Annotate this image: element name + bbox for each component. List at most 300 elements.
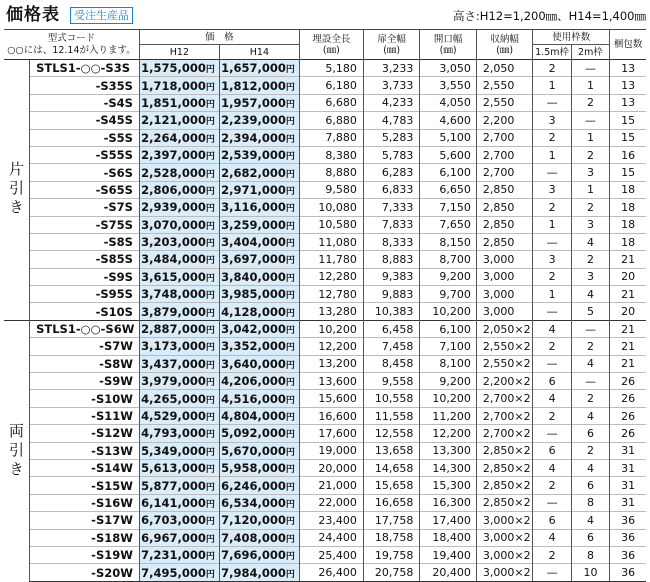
storage-cell: 2,850 [476, 233, 533, 250]
yen-suffix: 円 [205, 256, 215, 267]
yen-suffix: 円 [285, 517, 295, 528]
yen-suffix: 円 [205, 186, 215, 197]
packages-cell: 18 [610, 181, 646, 198]
price-h12-cell [139, 373, 219, 390]
frame-15-cell: 2 [533, 129, 571, 146]
opening-cell: 9,200 [420, 268, 477, 285]
storage-cell: 3,000 [476, 251, 533, 268]
price-h14-cell [219, 286, 299, 303]
price-h14-cell [219, 425, 299, 442]
yen-suffix: 円 [285, 99, 295, 110]
frame-2-cell: 4 [571, 407, 609, 424]
price-value: 6,703,000 [141, 513, 206, 528]
yen-suffix: 円 [285, 256, 295, 267]
price-value: 3,116,000 [221, 200, 286, 215]
price-value: 3,042,000 [221, 322, 286, 337]
length-cell: 9,580 [299, 181, 363, 198]
type-code-cell: -S14W [30, 459, 140, 476]
door-width-cell: 8,333 [363, 233, 420, 250]
frame-2-cell: 4 [571, 512, 609, 529]
price-h12-cell [139, 338, 219, 355]
table-row [4, 251, 646, 268]
type-code-cell: STLS1-○○-S6W [30, 320, 140, 337]
opening-cell: 4,050 [420, 94, 477, 111]
length-cell: 13,200 [299, 355, 363, 372]
price-h12-cell [139, 442, 219, 459]
packages-cell: 20 [610, 268, 646, 285]
yen-suffix: 円 [205, 204, 215, 215]
yen-suffix: 円 [285, 152, 295, 163]
opening-cell: 16,300 [420, 494, 477, 511]
frames-header: 使用枠数 [533, 30, 610, 45]
length-cell: 8,880 [299, 164, 363, 181]
opening-cell: 8,100 [420, 355, 477, 372]
length-cell: 12,200 [299, 338, 363, 355]
price-h12-cell [139, 546, 219, 563]
type-code-cell: -S7W [30, 338, 140, 355]
table-row [4, 338, 646, 355]
packages-cell: 21 [610, 320, 646, 337]
header [4, 4, 646, 26]
frame-2-cell: 2 [571, 442, 609, 459]
frame-15-cell: 4 [533, 459, 571, 476]
price-h14-cell [219, 477, 299, 494]
opening-cell: 12,200 [420, 425, 477, 442]
type-code-cell: -S7S [30, 199, 140, 216]
frame-15-cell: 3 [533, 181, 571, 198]
price-h14-cell [219, 268, 299, 285]
packages-cell: 31 [610, 477, 646, 494]
frame-2-cell: 2 [571, 94, 609, 111]
price-value: 6,141,000 [141, 495, 206, 510]
length-cell: 12,280 [299, 268, 363, 285]
storage-cell: 2,700×2 [476, 425, 533, 442]
storage-cell: 2,850×2 [476, 459, 533, 476]
group-label: 片引き [4, 60, 30, 321]
h12-header: H12 [139, 45, 219, 60]
price-value: 2,394,000 [221, 130, 286, 145]
packages-cell: 13 [610, 60, 646, 77]
price-h14-cell [219, 512, 299, 529]
price-h14-cell [219, 390, 299, 407]
table-row [4, 303, 646, 320]
price-h12-cell [139, 390, 219, 407]
price-h14-cell [219, 77, 299, 94]
price-h12-cell [139, 146, 219, 163]
price-value: 5,877,000 [141, 478, 206, 493]
frame-2-cell: 8 [571, 546, 609, 563]
yen-suffix: 円 [205, 534, 215, 545]
yen-suffix: 円 [205, 552, 215, 563]
frame-15-cell: 4 [533, 529, 571, 546]
type-code-cell: -S19W [30, 546, 140, 563]
door-width-cell: 6,458 [363, 320, 420, 337]
opening-label: 開口幅 [433, 33, 463, 45]
storage-cell: 3,000×2 [476, 512, 533, 529]
price-h12-cell [139, 112, 219, 129]
packages-cell: 13 [610, 94, 646, 111]
type-code-cell: -S15W [30, 477, 140, 494]
price-value: 4,265,000 [141, 391, 206, 406]
price-value: 2,971,000 [221, 182, 286, 197]
frame-2-cell: 6 [571, 529, 609, 546]
price-value: 2,397,000 [141, 148, 206, 163]
price-value: 1,575,000 [141, 61, 206, 76]
price-value: 3,985,000 [221, 287, 286, 302]
frame-2-cell: 3 [571, 216, 609, 233]
frame-2-cell: 3 [571, 268, 609, 285]
packages-cell: 13 [610, 77, 646, 94]
table-row [4, 77, 646, 94]
storage-cell: 2,050×2 [476, 320, 533, 337]
frame-15-cell: 1 [533, 286, 571, 303]
yen-suffix: 円 [285, 308, 295, 319]
price-value: 7,696,000 [221, 548, 286, 563]
opening-cell: 10,200 [420, 303, 477, 320]
yen-suffix: 円 [285, 82, 295, 93]
price-value: 5,958,000 [221, 461, 286, 476]
type-code-cell: -S9W [30, 373, 140, 390]
opening-cell: 11,200 [420, 407, 477, 424]
yen-suffix: 円 [285, 204, 295, 215]
packages-cell: 18 [610, 233, 646, 250]
yen-suffix: 円 [205, 569, 215, 580]
price-h12-cell [139, 355, 219, 372]
type-code-cell: -S6S [30, 164, 140, 181]
frame-2-cell: 1 [571, 181, 609, 198]
length-cell: 26,400 [299, 564, 363, 581]
table-row [4, 268, 646, 285]
yen-suffix: 円 [285, 239, 295, 250]
price-h14-cell [219, 199, 299, 216]
frame-2-cell: 8 [571, 494, 609, 511]
table-row [4, 60, 646, 77]
table-row [4, 199, 646, 216]
opening-cell: 15,300 [420, 477, 477, 494]
packages-cell: 21 [610, 338, 646, 355]
storage-cell: 2,700×2 [476, 390, 533, 407]
length-cell: 15,600 [299, 390, 363, 407]
yen-suffix: 円 [205, 169, 215, 180]
type-code-cell: -S13W [30, 442, 140, 459]
yen-suffix: 円 [205, 273, 215, 284]
frame-15-cell: 2 [533, 199, 571, 216]
type-code-cell: -S18W [30, 529, 140, 546]
price-h14-cell [219, 407, 299, 424]
storage-cell: 2,850 [476, 199, 533, 216]
type-code-cell: -S35S [30, 77, 140, 94]
price-h12-cell [139, 251, 219, 268]
price-value: 2,887,000 [141, 322, 206, 337]
length-cell: 8,380 [299, 146, 363, 163]
frame-15-cell: 2 [533, 268, 571, 285]
frame-15-cell: 3 [533, 251, 571, 268]
price-value: 4,793,000 [141, 426, 206, 441]
frame-15-cell: 2 [533, 546, 571, 563]
length-cell: 10,080 [299, 199, 363, 216]
frame-15-cell: — [533, 94, 571, 111]
storage-cell: 2,200 [476, 112, 533, 129]
price-h14-cell [219, 94, 299, 111]
price-h12-cell [139, 268, 219, 285]
price-value: 7,231,000 [141, 548, 206, 563]
storage-label: 収納幅 [490, 33, 519, 45]
table-row [4, 233, 646, 250]
storage-cell: 2,850 [476, 181, 533, 198]
packages-cell: 26 [610, 407, 646, 424]
opening-cell: 8,700 [420, 251, 477, 268]
price-h14-cell [219, 494, 299, 511]
length-cell: 19,000 [299, 442, 363, 459]
yen-suffix: 円 [285, 552, 295, 563]
yen-suffix: 円 [285, 534, 295, 545]
frame-2-cell: 2 [571, 251, 609, 268]
price-h12-cell [139, 529, 219, 546]
type-code-cell: -S16W [30, 494, 140, 511]
price-h14-cell [219, 251, 299, 268]
length-cell: 10,200 [299, 320, 363, 337]
yen-suffix: 円 [205, 430, 215, 441]
frame-2-cell: — [571, 112, 609, 129]
yen-suffix: 円 [205, 134, 215, 145]
opening-cell: 6,100 [420, 164, 477, 181]
yen-suffix: 円 [205, 360, 215, 371]
yen-suffix: 円 [285, 360, 295, 371]
opening-unit: (㎜) [439, 44, 457, 56]
yen-suffix: 円 [285, 186, 295, 197]
length-cell: 6,880 [299, 112, 363, 129]
yen-suffix: 円 [285, 117, 295, 128]
price-h12-cell [139, 459, 219, 476]
table-row [4, 459, 646, 476]
table-row [4, 286, 646, 303]
price-h12-cell [139, 129, 219, 146]
type-code-cell: -S11W [30, 407, 140, 424]
yen-suffix: 円 [205, 517, 215, 528]
length-cell: 22,000 [299, 494, 363, 511]
length-cell: 17,600 [299, 425, 363, 442]
door-width-cell: 3,233 [363, 60, 420, 77]
door-width-cell: 11,558 [363, 407, 420, 424]
table-row [4, 216, 646, 233]
frame-15-cell: 2 [533, 338, 571, 355]
packages-cell: 20 [610, 303, 646, 320]
type-code-cell: -S9S [30, 268, 140, 285]
price-h14-cell [219, 373, 299, 390]
length-cell: 11,080 [299, 233, 363, 250]
table-row [4, 320, 646, 337]
group-label: 両引き [4, 320, 30, 581]
price-h12-cell [139, 199, 219, 216]
length-cell: 24,400 [299, 529, 363, 546]
storage-cell: 2,700×2 [476, 407, 533, 424]
price-value: 2,539,000 [221, 148, 286, 163]
price-h12-cell [139, 320, 219, 337]
opening-header [420, 30, 477, 60]
price-value: 2,939,000 [141, 200, 206, 215]
frame-15-cell: 2 [533, 407, 571, 424]
price-value: 1,957,000 [221, 95, 286, 110]
door-width-cell: 4,783 [363, 112, 420, 129]
price-value: 1,851,000 [141, 95, 206, 110]
opening-cell: 3,550 [420, 77, 477, 94]
price-value: 3,697,000 [221, 252, 286, 267]
frame-15-cell: 4 [533, 390, 571, 407]
page-title: 価格表 [6, 5, 60, 25]
packages-cell: 36 [610, 529, 646, 546]
price-h12-cell [139, 181, 219, 198]
packages-cell: 36 [610, 564, 646, 581]
price-h12-cell [139, 60, 219, 77]
price-value: 4,804,000 [221, 409, 286, 423]
price-value: 3,437,000 [141, 356, 206, 371]
type-code-cell: -S8S [30, 233, 140, 250]
frame-15-cell: — [533, 303, 571, 320]
yen-suffix: 円 [285, 134, 295, 145]
yen-suffix: 円 [285, 343, 295, 354]
price-h12-cell [139, 77, 219, 94]
opening-cell: 10,200 [420, 390, 477, 407]
door-width-cell: 9,883 [363, 286, 420, 303]
opening-cell: 5,100 [420, 129, 477, 146]
frame-15-cell: 4 [533, 320, 571, 337]
yen-suffix: 円 [205, 499, 215, 510]
type-code-cell: -S17W [30, 512, 140, 529]
price-h14-cell [219, 459, 299, 476]
door-width-cell: 8,883 [363, 251, 420, 268]
price-value: 1,812,000 [221, 78, 286, 93]
length-cell: 13,280 [299, 303, 363, 320]
packages-cell: 26 [610, 390, 646, 407]
storage-cell: 2,550×2 [476, 355, 533, 372]
price-value: 5,670,000 [221, 443, 286, 458]
yen-suffix: 円 [285, 465, 295, 476]
table-row [4, 425, 646, 442]
yen-suffix: 円 [205, 447, 215, 458]
frame-2-cell: 4 [571, 459, 609, 476]
yen-suffix: 円 [285, 499, 295, 510]
frame-2-cell: 2 [571, 390, 609, 407]
door-width-cell: 19,758 [363, 546, 420, 563]
price-value: 2,682,000 [221, 165, 286, 180]
frame-2-cell: — [571, 373, 609, 390]
price-h14-cell [219, 181, 299, 198]
price-value: 3,070,000 [141, 217, 206, 232]
table-row [4, 146, 646, 163]
frame-2-cell: 2 [571, 199, 609, 216]
price-value: 2,806,000 [141, 182, 206, 197]
door-width-cell: 10,383 [363, 303, 420, 320]
price-value: 3,404,000 [221, 235, 286, 250]
length-cell: 11,780 [299, 251, 363, 268]
packages-cell: 36 [610, 546, 646, 563]
length-cell: 10,580 [299, 216, 363, 233]
price-h12-cell [139, 477, 219, 494]
price-value: 2,264,000 [141, 130, 206, 145]
table-row [4, 94, 646, 111]
door-width-cell: 17,758 [363, 512, 420, 529]
door-width-cell: 9,558 [363, 373, 420, 390]
price-h12-cell [139, 286, 219, 303]
yen-suffix: 円 [205, 99, 215, 110]
packages-cell: 31 [610, 459, 646, 476]
opening-cell: 8,150 [420, 233, 477, 250]
price-value: 7,984,000 [221, 565, 286, 580]
frame-15-cell: — [533, 425, 571, 442]
frame-15-cell: 6 [533, 512, 571, 529]
opening-cell: 13,300 [420, 442, 477, 459]
opening-cell: 19,400 [420, 546, 477, 563]
yen-suffix: 円 [205, 413, 215, 423]
frame-2-cell: 2 [571, 146, 609, 163]
table-row [4, 494, 646, 511]
price-h14-cell [219, 355, 299, 372]
yen-suffix: 円 [205, 482, 215, 493]
packages-cell: 26 [610, 425, 646, 442]
packages-cell: 18 [610, 199, 646, 216]
opening-cell: 7,100 [420, 338, 477, 355]
frame-2-cell: 10 [571, 564, 609, 581]
type-code-cell: -S75S [30, 216, 140, 233]
door-width-cell: 16,658 [363, 494, 420, 511]
price-table [4, 29, 646, 582]
frame-2-cell: 6 [571, 477, 609, 494]
storage-cell: 2,550 [476, 77, 533, 94]
length-cell: 25,400 [299, 546, 363, 563]
price-h12-cell [139, 512, 219, 529]
price-value: 3,748,000 [141, 287, 206, 302]
storage-cell: 2,550×2 [476, 338, 533, 355]
table-row [4, 112, 646, 129]
packages-cell: 16 [610, 146, 646, 163]
length-cell: 5,180 [299, 60, 363, 77]
price-value: 1,657,000 [221, 61, 286, 76]
price-value: 3,173,000 [141, 339, 206, 354]
table-body [4, 60, 646, 582]
yen-suffix: 円 [205, 465, 215, 476]
price-value: 3,840,000 [221, 269, 286, 284]
price-h14-cell [219, 529, 299, 546]
frame-15-cell: 1 [533, 146, 571, 163]
frame-2-cell: 4 [571, 286, 609, 303]
price-value: 5,613,000 [141, 461, 206, 476]
frame-15-cell: 2 [533, 60, 571, 77]
price-h14-cell [219, 338, 299, 355]
price-value: 6,246,000 [221, 478, 286, 493]
packages-cell: 26 [610, 373, 646, 390]
packages-cell: 21 [610, 286, 646, 303]
storage-cell: 3,000 [476, 286, 533, 303]
yen-suffix: 円 [285, 413, 295, 423]
price-h12-cell [139, 303, 219, 320]
packages-cell: 15 [610, 164, 646, 181]
opening-cell: 4,600 [420, 112, 477, 129]
table-row [4, 546, 646, 563]
storage-cell: 3,000 [476, 303, 533, 320]
frame-2-cell: 6 [571, 425, 609, 442]
door-width-cell: 13,658 [363, 442, 420, 459]
frame-15-header: 1.5m枠 [533, 45, 571, 60]
height-note: 高さ:H12=1,200㎜、H14=1,400㎜ [452, 9, 646, 23]
yen-suffix: 円 [205, 308, 215, 319]
yen-suffix: 円 [205, 378, 215, 389]
frame-2-header: 2m枠 [571, 45, 609, 60]
price-value: 3,640,000 [221, 356, 286, 371]
price-h14-cell [219, 60, 299, 77]
frame-2-cell: 2 [571, 338, 609, 355]
type-code-cell: -S12W [30, 425, 140, 442]
price-value: 7,495,000 [141, 565, 206, 580]
